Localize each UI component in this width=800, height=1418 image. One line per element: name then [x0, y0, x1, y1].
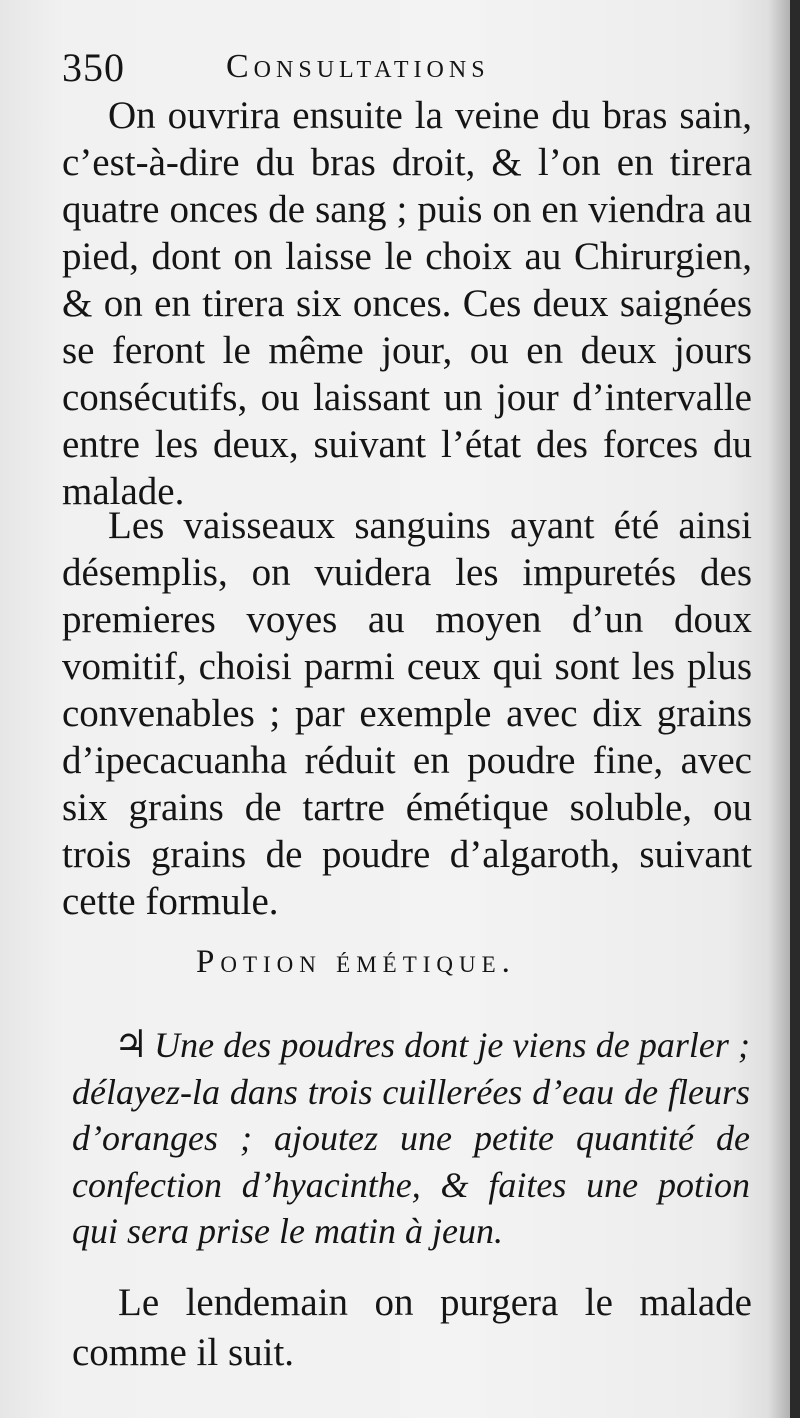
recipe-symbol-icon: ♃ — [114, 1024, 149, 1066]
running-head: Consultations — [226, 48, 490, 85]
page-edge-shadow — [768, 0, 790, 1418]
paragraph-bleeding: On ouvrira ensuite la veine du bras sain, c’est-à-dire du bras droit, & l’on en tirera quatre onces de sang ; puis on en viendra au pied, dont on laisse le choix au Chirurgien, & on en tirera six onces. Ces deux saignées se feront le même jour, ou en deux jours consécutifs, ou laissant un jour d’intervalle entre les deux, suivant l’état des forces du malade. — [62, 94, 752, 513]
recipe-text: Une des poudres dont je viens de parler ; délayez-la dans trois cuillerées d’eau de fleurs d’oranges ; ajoutez une petite quantité de confection d’hyacinthe, & faites une potion qui sera prise le matin à jeun. — [72, 1025, 750, 1251]
recipe-prescription — [72, 1022, 750, 1255]
paragraph-closing: Le lendemain on purgera le malade comme il suit. — [72, 1281, 752, 1374]
page-header — [62, 42, 622, 92]
page-number: 350 — [62, 45, 125, 90]
section-title: Potion émétique. — [196, 944, 516, 980]
paragraph-emetic: Les vaisseaux sanguins ayant été ainsi désemplis, on vuidera les impuretés des premieres voyes au moyen d’un doux vomitif, choisi parmi ceux qui sont les plus convenables ; par exemple avec dix grains d’ipecacuanha réduit en poudre fine, avec six grains de tartre émétique soluble, ou trois grains de poudre d’algaroth, suivant cette formule. — [62, 504, 752, 923]
